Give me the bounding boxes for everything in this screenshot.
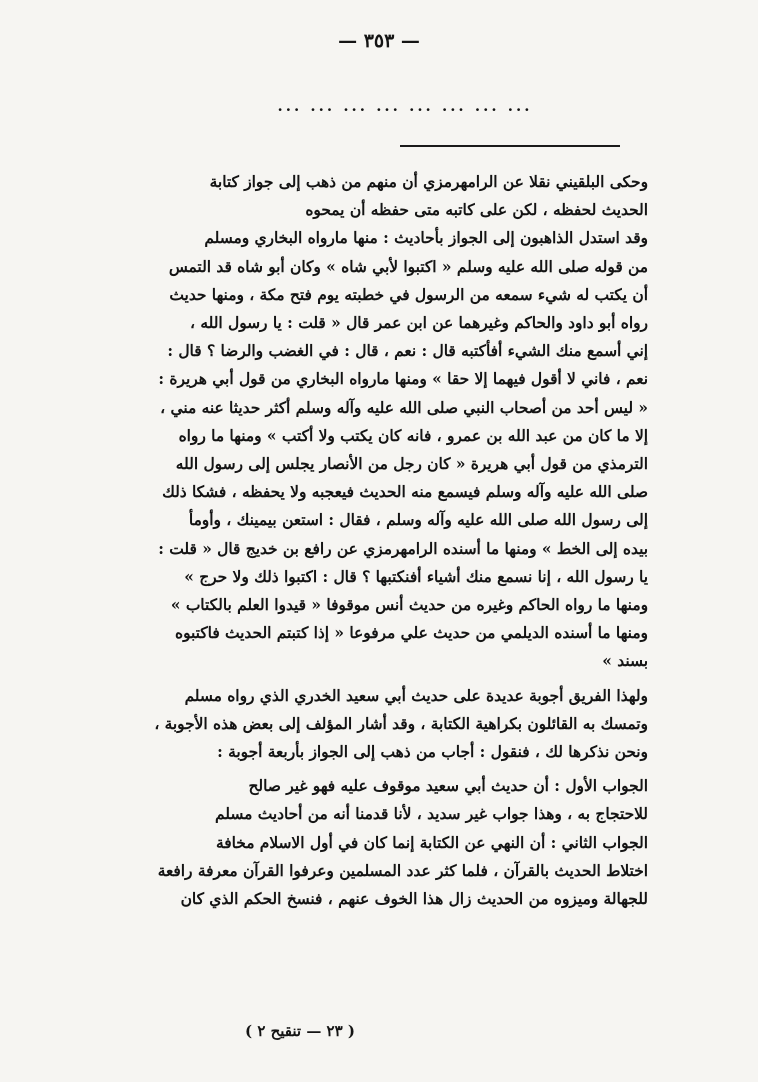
omission-dots: ... ... ... ... ... ... ... ... [277, 97, 533, 115]
text-line: يا رسول الله ، إنا نسمع منك أشياء أفنكتبها ؟ قال : اكتبوا ذلك ولا حرج » [184, 567, 648, 586]
text-line: ونحن نذكرها لك ، فنقول : أجاب من ذهب إلى الجواز بأربعة أجوبة : [217, 743, 648, 762]
text-line: بيده إلى الخط » ومنها ما أسنده الرامهرمزي عن رافع بن خديج قال « قلت : [158, 539, 648, 558]
text-line: من قوله صلى الله عليه وسلم « اكتبوا لأبي شاه » وكان أبو شاه قد التمس [168, 257, 648, 276]
text-line: الجواب الأول : أن حديث أبي سعيد موقوف عليه فهو غير صالح [248, 777, 648, 796]
text-line: ولهذا الفريق أجوبة عديدة على حديث أبي سعيد الخدري الذي رواه مسلم [184, 686, 648, 705]
text-line: الترمذي من قول أبي هريرة « كان رجل من الأنصار يجلس إلى رسول الله [175, 455, 648, 474]
text-line: وتمسك به القائلون بكراهية الكتابة ، وقد أشار المؤلف إلى بعض هذه الأجوبة ، [154, 714, 648, 733]
text-line: الحديث لحفظه ، لكن على كاتبه متى حفظه أن يمحوه [305, 201, 648, 220]
text-line: إني أسمع منك الشيء أفأكتبه قال : نعم ، قال : في الغضب والرضا ؟ قال : [167, 342, 648, 361]
text-line: صلى الله عليه وآله وسلم فيسمع منه الحديث فيعجبه ولا يحفظه ، فشكا ذلك [162, 483, 648, 502]
text-line: « ليس أحد من أصحاب النبي صلى الله عليه وآله وسلم أكثر حديثا عنه مني ، [160, 398, 648, 417]
text-line: إلى رسول الله صلى الله عليه وآله وسلم ، فقال : استعن بيمينك ، وأومأ [188, 511, 648, 530]
text-line: إلا ما كان من عبد الله بن عمرو ، فانه كان يكتب ولا أكتب » ومنها ما رواه [178, 426, 648, 445]
section-rule [400, 145, 620, 147]
paragraph [118, 829, 648, 914]
text-line: ومنها ما أسنده الديلمي من حديث علي مرفوعا « إذا كتبتم الحديث فاكتبوه [175, 624, 648, 643]
signature-mark: ( ٢٣ — تنقيح ٢ ) [244, 1022, 355, 1040]
text-line: نعم ، فاني لا أقول فيهما إلا حقا » ومنها مارواه البخاري من قول أبي هريرة : [158, 370, 648, 389]
text-line: رواه أبو داود والحاكم وغيرهما عن ابن عمر قال « قلت : يا رسول الله ، [190, 314, 648, 333]
page-number: — ٣٥٣ — [338, 30, 420, 52]
text-line: بسند » [602, 652, 648, 671]
text-line: أن يكتب له شيء سمعه من الرسول في خطبته يوم فتح مكة ، ومنها حديث [169, 285, 648, 304]
paragraph [118, 682, 648, 767]
text-line: للجهالة وميزوه من الحديث زال هذا الخوف عنهم ، فنسخ الحكم الذي كان [180, 890, 648, 909]
paragraph [118, 772, 648, 828]
text-line: وحكى البلقيني نقلا عن الرامهرمزي أن منهم من ذهب إلى جواز كتابة [209, 173, 648, 191]
paragraph [118, 168, 648, 224]
text-line: ومنها ما رواه الحاكم وغيره من حديث أنس موقوفا « قيدوا العلم بالكتاب » [170, 596, 648, 615]
text-line: الجواب الثاني : أن النهي عن الكتابة إنما كان في أول الاسلام مخافة [215, 833, 648, 852]
text-line: اختلاط الحديث بالقرآن ، فلما كثر عدد المسلمين وعرفوا القرآن معرفة رافعة [157, 861, 648, 880]
body-text [118, 168, 648, 913]
text-line: للاحتجاج به ، وهذا جواب غير سديد ، لأنا قدمنا أنه من أحاديث مسلم [215, 805, 648, 824]
text-line: وقد استدل الذاهبون إلى الجواز بأحاديث : منها مارواه البخاري ومسلم [204, 229, 648, 248]
paragraph [118, 224, 648, 675]
